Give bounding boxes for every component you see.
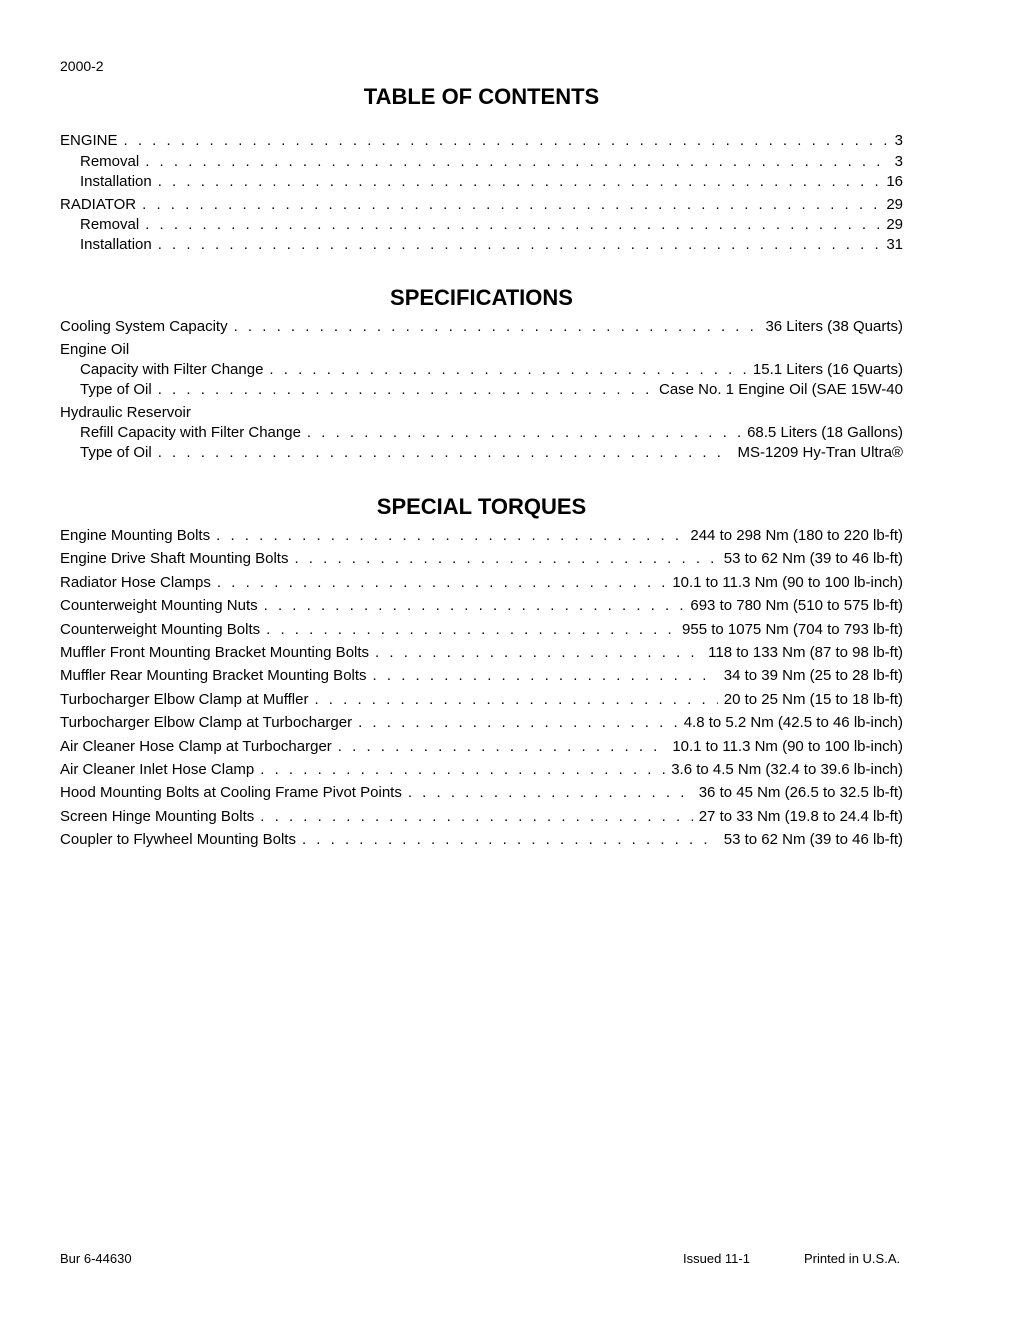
torque-value: 53 to 62 Nm (39 to 46 lb-ft)	[723, 550, 903, 568]
torque-value: 36 to 45 Nm (26.5 to 32.5 lb-ft)	[698, 784, 903, 802]
torque-row	[60, 691, 903, 714]
toc-list	[60, 132, 903, 256]
spec-value: 15.1 Liters (16 Quarts)	[752, 361, 903, 378]
dot-leader	[260, 808, 692, 825]
spec-hydraulic-type	[60, 444, 903, 464]
dot-leader	[216, 527, 684, 544]
toc-page: 31	[886, 236, 903, 253]
torque-label: Screen Hinge Mounting Bolts	[60, 807, 255, 825]
torque-row	[60, 597, 903, 620]
torque-row	[60, 714, 903, 737]
dot-leader	[234, 318, 760, 335]
torque-label: Counterweight Mounting Nuts	[60, 597, 258, 615]
torque-row	[60, 738, 903, 761]
spec-label: Type of Oil	[80, 381, 152, 398]
torque-value: 693 to 780 Nm (510 to 575 lb-ft)	[690, 597, 903, 615]
dot-leader	[158, 173, 881, 190]
toc-label: Installation	[80, 236, 152, 253]
spec-cooling	[60, 318, 903, 341]
dot-leader	[264, 597, 685, 614]
spec-value: 68.5 Liters (18 Gallons)	[747, 424, 903, 441]
torque-label: Radiator Hose Clamps	[60, 573, 211, 591]
torque-value: 955 to 1075 Nm (704 to 793 lb-ft)	[682, 620, 903, 638]
torque-row	[60, 621, 903, 644]
toc-title: TABLE OF CONTENTS	[363, 84, 600, 109]
dot-leader	[217, 574, 666, 591]
dot-leader	[266, 621, 676, 638]
spec-value: 36 Liters (38 Quarts)	[765, 318, 903, 335]
specifications-title: SPECIFICATIONS	[390, 285, 573, 310]
torque-value: 20 to 25 Nm (15 to 18 lb-ft)	[723, 690, 903, 708]
torque-label: Counterweight Mounting Bolts	[60, 620, 261, 638]
spec-engine-oil-type	[60, 381, 903, 404]
footer-issued: Issued 11-1	[683, 1251, 750, 1266]
spec-value: Case No. 1 Engine Oil (SAE 15W-40	[658, 381, 903, 398]
toc-page: 29	[886, 196, 903, 213]
toc-page: 16	[886, 173, 903, 190]
torque-value: 53 to 62 Nm (39 to 46 lb-ft)	[723, 831, 903, 849]
dot-leader	[142, 196, 880, 213]
spec-label: Cooling System Capacity	[60, 318, 228, 335]
dot-leader	[158, 444, 732, 461]
torque-label: Air Cleaner Hose Clamp at Turbocharger	[60, 737, 332, 755]
dot-leader	[145, 216, 880, 233]
spec-label: Refill Capacity with Filter Change	[80, 424, 301, 441]
toc-page: 3	[894, 132, 903, 149]
torques-title: SPECIAL TORQUES	[376, 494, 587, 519]
toc-page: 3	[894, 153, 903, 170]
torque-value: 10.1 to 11.3 Nm (90 to 100 lb-inch)	[672, 737, 903, 755]
toc-entry-engine	[60, 132, 903, 153]
torques-list	[60, 527, 903, 854]
footer-doc-number: Bur 6-44630	[60, 1251, 132, 1266]
dot-leader	[294, 550, 717, 567]
torque-label: Turbocharger Elbow Clamp at Turbocharger	[60, 714, 353, 732]
dot-leader	[408, 784, 693, 801]
page-code: 2000-2	[60, 58, 104, 74]
dot-leader	[307, 424, 741, 441]
toc-label: RADIATOR	[60, 196, 137, 213]
toc-label: ENGINE	[60, 132, 118, 149]
dot-leader	[158, 236, 881, 253]
spec-engine-oil-heading: Engine Oil	[60, 341, 130, 358]
spec-value: MS-1209 Hy-Tran Ultra®	[737, 444, 903, 461]
toc-entry-radiator-installation	[60, 236, 903, 256]
dot-leader	[314, 691, 717, 708]
spec-hydraulic-heading: Hydraulic Reservoir	[60, 404, 191, 421]
torque-label: Muffler Front Mounting Bracket Mounting Bolts	[60, 643, 370, 661]
torque-label: Coupler to Flywheel Mounting Bolts	[60, 831, 296, 849]
toc-entry-engine-installation	[60, 173, 903, 196]
spec-engine-oil-capacity	[60, 361, 903, 381]
torque-row	[60, 784, 903, 807]
spec-hydraulic-refill	[60, 424, 903, 444]
dot-leader	[269, 361, 747, 378]
torque-row	[60, 667, 903, 690]
toc-label: Installation	[80, 173, 152, 190]
dot-leader	[124, 132, 889, 149]
dot-leader	[145, 153, 888, 170]
torque-label: Muffler Rear Mounting Bracket Mounting Bolts	[60, 667, 367, 685]
torque-value: 118 to 133 Nm (87 to 98 lb-ft)	[708, 643, 903, 661]
torque-value: 10.1 to 11.3 Nm (90 to 100 lb-inch)	[672, 573, 903, 591]
torque-value: 3.6 to 4.5 Nm (32.4 to 39.6 lb-inch)	[671, 760, 903, 778]
dot-leader	[302, 831, 718, 848]
torque-row	[60, 527, 903, 550]
torque-label: Turbocharger Elbow Clamp at Muffler	[60, 690, 309, 708]
torque-row	[60, 550, 903, 573]
dot-leader	[373, 667, 718, 684]
toc-label: Removal	[80, 216, 140, 233]
toc-page: 29	[886, 216, 903, 233]
dot-leader	[158, 381, 653, 398]
torque-row	[60, 644, 903, 667]
torque-value: 27 to 33 Nm (19.8 to 24.4 lb-ft)	[698, 807, 903, 825]
torque-value: 34 to 39 Nm (25 to 28 lb-ft)	[723, 667, 903, 685]
torque-row	[60, 761, 903, 784]
torque-row	[60, 808, 903, 831]
specifications-list	[60, 318, 903, 464]
dot-leader	[260, 761, 665, 778]
torque-label: Air Cleaner Inlet Hose Clamp	[60, 760, 255, 778]
toc-entry-radiator	[60, 196, 903, 216]
torque-label: Engine Drive Shaft Mounting Bolts	[60, 550, 289, 568]
spec-label: Type of Oil	[80, 444, 152, 461]
toc-entry-engine-removal	[60, 153, 903, 173]
footer-printed: Printed in U.S.A.	[804, 1251, 901, 1266]
spec-label: Capacity with Filter Change	[80, 361, 264, 378]
torque-value: 244 to 298 Nm (180 to 220 lb-ft)	[690, 527, 903, 544]
dot-leader	[375, 644, 702, 661]
toc-entry-radiator-removal	[60, 216, 903, 236]
dot-leader	[338, 738, 667, 755]
torque-label: Hood Mounting Bolts at Cooling Frame Pivot Points	[60, 784, 402, 802]
toc-label: Removal	[80, 153, 140, 170]
torque-value: 4.8 to 5.2 Nm (42.5 to 46 lb-inch)	[683, 714, 903, 732]
torque-row	[60, 831, 903, 854]
dot-leader	[358, 714, 678, 731]
torque-row	[60, 574, 903, 597]
torque-label: Engine Mounting Bolts	[60, 527, 211, 544]
